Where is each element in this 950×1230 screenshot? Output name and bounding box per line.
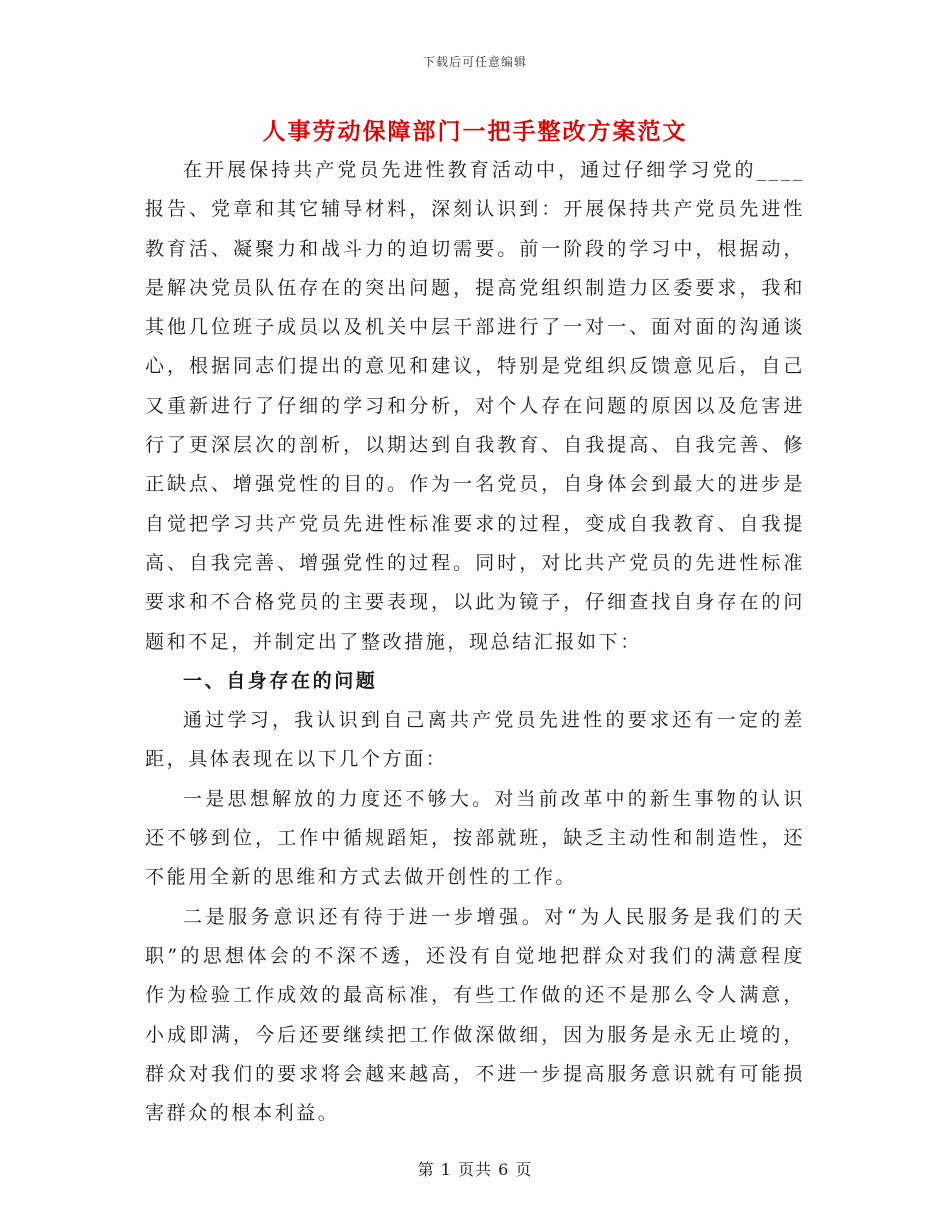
page-indicator: 第 1 页共 6 页	[417, 1160, 533, 1179]
body-paragraph: 通过学习，我认识到自己离共产党员先进性的要求还有一定的差距，具体表现在以下几个方面：	[145, 709, 805, 771]
section-heading: 一、自身存在的问题	[183, 669, 378, 692]
body-paragraph: 二是服务意识还有待于进一步增强。对“为人民服务是我们的天职”的思想体会的不深不透，还没有自觉地把群众对我们的满意程度作为检验工作成效的最高标准，有些工作做的还不是那么令人满意，小成即满，今后还要继续把工作做深做细，因为服务是永无止境的，群众对我们的要求将会越来越高，不进一步提高服务意识就有可能损害群众的根本利益。	[145, 905, 805, 1125]
body-paragraph: 一是思想解放的力度还不够大。对当前改革中的新生事物的认识还不够到位，工作中循规蹈矩，按部就班，缺乏主动性和制造性，还不能用全新的思维和方式去做开创性的工作。	[145, 787, 805, 889]
header-note: 下载后可任意编辑	[422, 55, 527, 69]
document-title: 人事劳动保障部门一把手整改方案范文	[262, 118, 688, 145]
intro-paragraph: 在开展保持共产党员先进性教育活动中，通过仔细学习党的____报告、党章和其它辅导材料，深刻认识到：开展保持共产党员先进性教育活、凝聚力和战斗力的迫切需要。前一阶段的学习中，根据动，是解决党员队伍存在的突出问题，提高党组织制造力区委要求，我和其他几位班子成员以及机关中层干部进行了一对一、面对面的沟通谈心，根据同志们提出的意见和建议，特别是党组织反馈意见后，自己又重新进行了仔细的学习和分析，对个人存在问题的原因以及危害进行了更深层次的剖析，以期达到自我教育、自我提高、自我完善、修正缺点、增强党性的目的。作为一名党员，自身体会到最大的进步是自觉把学习共产党员先进性标准要求的过程，变成自我教育、自我提高、自我完善、增强党性的过程。同时，对比共产党员的先进性标准要求和不合格党员的主要表现，以此为镜子，仔细查找自身存在的问题和不足，并制定出了整改措施，现总结汇报如下：	[145, 159, 805, 653]
document-body	[145, 151, 805, 1133]
